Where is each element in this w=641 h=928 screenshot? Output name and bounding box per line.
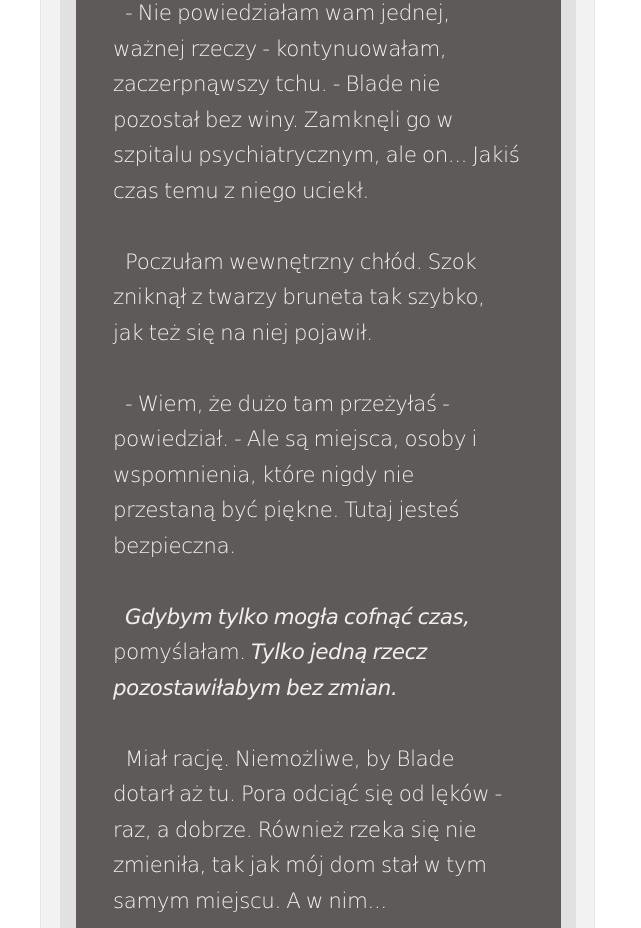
story-line-text: Miał rację. Niemożliwe, by Blade — [125, 746, 455, 772]
story-line — [113, 387, 561, 423]
story-line: zaczerpnąwszy tchu. - Blade nie — [113, 72, 441, 97]
story-line-text: - Wiem, że dużo tam przeżyłaś - — [125, 391, 450, 417]
story-paragraph-3 — [113, 387, 561, 565]
story-line: ważnej rzeczy - kontynuowałam, — [113, 36, 447, 62]
story-content-panel[interactable] — [76, 0, 561, 928]
story-line-italic: pozostawiłabym bez zmian. — [113, 675, 398, 701]
story-line-text: Poczułam wewnętrzny chłód. Szok — [125, 249, 477, 275]
story-line: przestaną być piękne. Tutaj jesteś — [113, 498, 460, 523]
story-paragraph-4 — [113, 600, 561, 707]
story-line: pozostał bez winy. Zamknęli go w — [113, 107, 454, 133]
story-line: wspomnienia, które nigdy nie — [113, 462, 415, 488]
story-line — [113, 600, 561, 636]
story-line — [113, 742, 561, 778]
story-line: czas temu z niego uciekł. — [113, 178, 369, 204]
story-line: zniknął z twarzy bruneta tak szybko, — [113, 285, 485, 310]
story-text — [113, 0, 561, 919]
story-paragraph-5 — [113, 742, 561, 920]
story-line: powiedział. - Ale są miejsca, osoby i — [113, 427, 478, 452]
story-line-text-italic: Gdybym tylko mogła cofnąć czas, — [125, 604, 470, 630]
story-line: jak też się na niej pojawił. — [113, 320, 373, 346]
story-line — [113, 635, 561, 671]
story-line-text-italic: Tylko jedną rzecz — [251, 640, 427, 665]
story-line-text: - Nie powiedziałam wam jednej, — [125, 1, 450, 26]
story-line-text: pomyślałam. — [113, 640, 246, 665]
story-line: raz, a dobrze. Również rzeka się nie — [113, 817, 477, 843]
story-line: samym miejscu. A w nim... — [113, 888, 387, 914]
story-line: dotarł aż tu. Pora odciąć się od lęków - — [113, 782, 503, 807]
story-line: bezpieczna. — [113, 533, 236, 559]
story-line — [113, 0, 561, 32]
story-line — [113, 245, 561, 281]
story-paragraph-2 — [113, 245, 561, 352]
story-line: zmieniła, tak jak mój dom stał w tym — [113, 853, 487, 878]
story-line: szpitalu psychiatrycznym, ale on... Jakiś — [113, 143, 520, 168]
story-paragraph-1 — [113, 0, 561, 209]
